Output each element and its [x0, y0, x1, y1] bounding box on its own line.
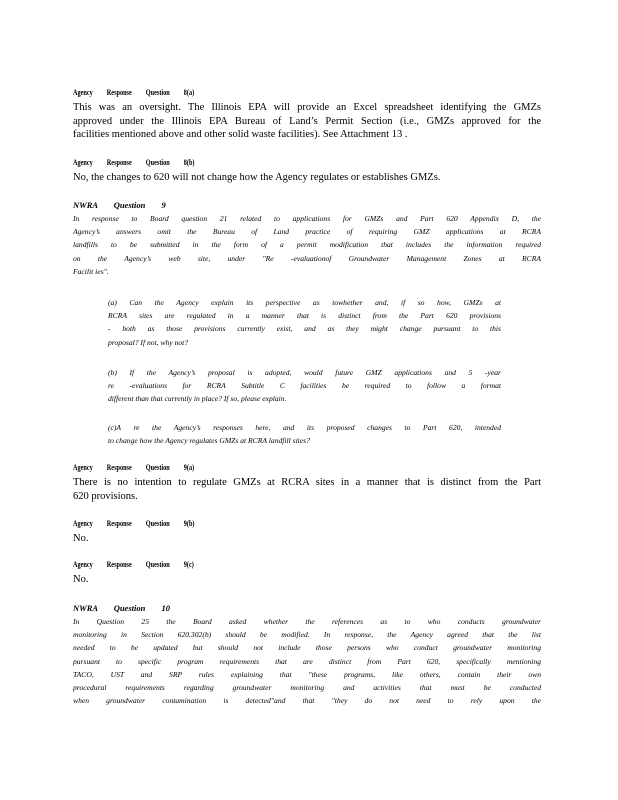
text-line: RCRA sites are regulated in a manner that is distinct from the Part 620 provisions [108, 311, 501, 321]
text-line: proposal? If not, why not? [108, 337, 189, 347]
text-line: on the Agency’s web site, under "Re -evaluationof Groundwater Management Zones at RCRA [73, 253, 541, 263]
sub-question-c [108, 421, 501, 447]
sub-question-a [108, 296, 501, 349]
text-line: TACO, UST and SRP rules explaining that "these programs, like others, contain their own [73, 669, 541, 679]
text-line: (a) Can the Agency explain its perspective as towhether and, if so how, GMZs at [108, 298, 501, 307]
text-line: No. [73, 574, 89, 585]
response-paragraph [73, 476, 541, 503]
text-line: when groundwater contamination is detected"and that "they do not need to rely upon the [73, 696, 541, 706]
section-header: Agency Response Question 8(a) [73, 88, 195, 97]
section-header: NWRA Question 9 [73, 200, 166, 210]
text-line: No. [73, 533, 89, 544]
section-header: Agency Response Question 9(c) [73, 560, 194, 569]
section-header: Agency Response Question 9(b) [73, 519, 195, 528]
text-line: - both as those provisions currently exist, and as they might change pursuant to this [108, 324, 501, 334]
section-header: Agency Response Question 9(a) [73, 463, 195, 472]
text-line: to change how the Agency regulates GMZs at RCRA landfill sites? [108, 436, 310, 446]
text-line: In Question 25 the Board asked whether the references as to who conducts groundwater [73, 617, 541, 626]
text-line: pursuant to specific program requirements that are distinct from Part 620, specifically mentioning [73, 656, 541, 666]
response-paragraph [73, 532, 541, 546]
text-line: No, the changes to 620 will not change how the Agency regulates or establishes GMZs. [73, 172, 441, 183]
text-line: Facilit ies". [73, 266, 109, 276]
section-header: Agency Response Question 8(b) [73, 158, 195, 167]
response-paragraph [73, 573, 541, 587]
response-paragraph [73, 101, 541, 142]
question-paragraph [73, 615, 541, 707]
text-line: There is no intention to regulate GMZs at RCRA sites in a manner that is distinct from the Part [73, 477, 541, 488]
text-line: procedural requirements regarding groundwater monitoring and activities that must be conducted [73, 683, 541, 693]
text-line: different than that currently in place? If so, please explain. [108, 394, 287, 404]
text-line: monitoring in Section 620.302(b) should be modified. In response, the Agency agreed that the list [73, 630, 541, 640]
text-line: (b) If the Agency’s proposal is adopted, would future GMZ applications and 5 -year [108, 368, 501, 377]
section-header: NWRA Question 10 [73, 603, 170, 613]
sub-question-b [108, 366, 501, 406]
text-line: This was an oversight. The Illinois EPA will provide an Excel spreadsheet identifying the GMZs [73, 102, 541, 113]
text-line: landfills to be submitted in the form of a permit modification that includes the information required [73, 240, 541, 250]
text-line: re -evaluations for RCRA Subtitle C facilities be required to follow a format [108, 381, 501, 391]
text-line: (c)A re the Agency’s responses here, and its proposed changes to Part 620, intended [108, 423, 501, 432]
text-line: approved under the Illinois EPA Bureau of Land’s Permit Section (i.e., GMZs approved for the [73, 115, 541, 127]
text-line: needed to be updated but should not include those persons who conduct groundwater monitoring [73, 643, 541, 653]
text-line: facilities mentioned above and other solid waste facilities). See Attachment 13 . [73, 129, 408, 140]
text-line: Agency’s answers omit the Bureau of Land practice of requiring GMZ applications at RCRA [73, 227, 541, 237]
question-paragraph [73, 212, 541, 278]
text-line: In response to Board question 21 related to applications for GMZs and Part 620 Appendix D, the [73, 214, 541, 223]
text-line: 620 provisions. [73, 490, 138, 502]
response-paragraph [73, 171, 541, 185]
